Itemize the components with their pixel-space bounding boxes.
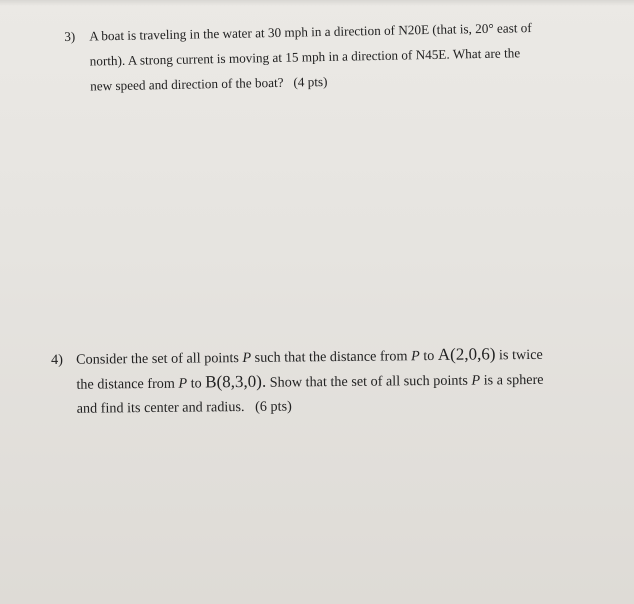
problem-3-text-1: A boat is traveling in the water at 30 mph in a direction of N20E (that is, 20° east of: [89, 20, 532, 44]
problem-4-text-2a: the distance from: [76, 375, 175, 393]
variable-p: P: [178, 375, 188, 392]
problem-4-number: 4): [51, 351, 64, 368]
problem-4-line-3: [52, 391, 582, 421]
variable-p: P: [410, 348, 420, 365]
problem-3: [64, 14, 585, 99]
problem-3-text-3: new speed and direction of the boat?: [90, 74, 284, 94]
problem-4-text-2b: to: [190, 375, 202, 392]
variable-p: P: [471, 372, 481, 389]
problem-4-text-2c: Show that the set of all such points: [269, 372, 469, 391]
page-shadow: [0, 0, 634, 6]
point-a: A(2,0,6): [437, 344, 496, 364]
point-b: B(8,3,0).: [205, 371, 267, 392]
problem-4-text-1d: is twice: [498, 346, 543, 364]
problem-4-text-2d: is a sphere: [483, 371, 544, 389]
problem-4: [51, 341, 582, 421]
problem-3-text-2: north). A strong current is moving at 15 mph in a direction of N45E. What are the: [89, 45, 521, 69]
problem-3-number: 3): [64, 28, 76, 44]
problem-3-points: (4 pts): [293, 73, 328, 90]
problem-4-points: (6 pts): [255, 398, 292, 415]
problem-4-text-1b: such that the distance from: [254, 348, 408, 366]
problem-4-text-1c: to: [423, 347, 435, 365]
problem-4-text-3: and find its center and radius.: [76, 398, 245, 417]
variable-p: P: [242, 349, 252, 366]
problem-4-text-1a: Consider the set of all points: [76, 350, 239, 368]
